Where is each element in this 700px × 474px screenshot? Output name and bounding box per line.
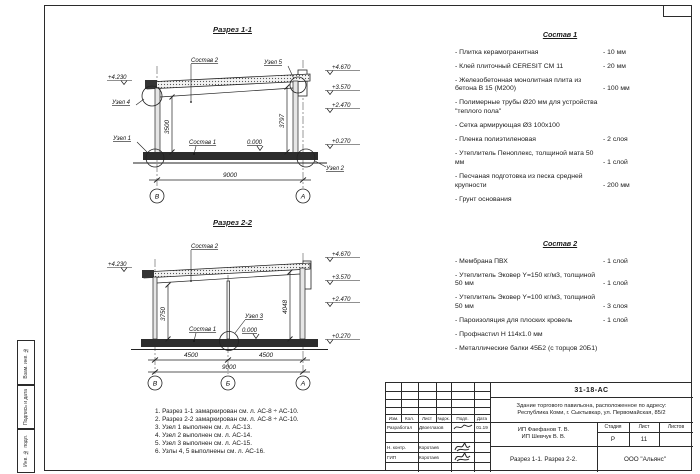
- leader-dot: [190, 101, 192, 103]
- list-item: [455, 150, 665, 167]
- wall-left: [155, 88, 160, 154]
- beam-underside: [160, 88, 293, 97]
- item-label: - Грунт основания: [455, 195, 512, 203]
- col-izm: Изм.: [388, 415, 399, 421]
- list-header: Лист: [638, 424, 650, 430]
- axis-letter: Б: [225, 380, 231, 388]
- leader-dot: [193, 153, 195, 155]
- stage-value: Р: [610, 435, 616, 443]
- elev-left: +4.230: [108, 262, 127, 268]
- item-label: - Плитка керамогранитная: [455, 48, 539, 56]
- wall-right: [300, 268, 305, 339]
- margin-cell-inv: [17, 428, 35, 473]
- label-uzel3: Узел 3: [245, 314, 264, 320]
- elevation-flag: [253, 334, 259, 339]
- label-sostav1: Состав 1: [189, 140, 217, 146]
- dim-3750: 3750: [160, 306, 167, 322]
- elevation-flag: [327, 91, 333, 95]
- item-label: - Сетка армирующая Ø3 100х100: [455, 122, 560, 130]
- list-item: [455, 258, 665, 267]
- list-item: [455, 345, 665, 354]
- elevation-flag: [257, 146, 263, 151]
- elev-r3: +2.470: [332, 103, 351, 109]
- col-podp: Подп.: [456, 415, 469, 421]
- elevation-flag: [327, 303, 333, 307]
- sostav1-title: Состав 1: [542, 30, 578, 39]
- date-value: 01.19: [476, 424, 488, 430]
- leader: [136, 99, 144, 105]
- item-value: - 10 мм: [603, 48, 626, 56]
- axis-letter: А: [300, 193, 306, 201]
- item-value: - 1 слой: [603, 158, 628, 166]
- item-label: - Железобетонная монолитная плита из бетона В 15 (М200): [455, 76, 582, 93]
- item-label: - Утеплитель Эковер Y=100 кг/м3, толщиной 50 мм: [455, 294, 596, 310]
- stage-header: Стадия: [604, 424, 622, 430]
- elevation-flag: [121, 268, 127, 272]
- dim-4500-right: 4500: [258, 352, 274, 359]
- label-zero: 0.000: [247, 140, 263, 146]
- roof-fascia: [142, 270, 154, 278]
- notes-list: [155, 408, 405, 456]
- item-label: - Утеплитель Пеноплекс, толщиной мата 50 мм: [455, 150, 594, 166]
- note-line: 1. Разрез 1-1 замаркирован см. л. АС-8 ÷ АС-10.: [155, 408, 299, 415]
- label-uzel4: Узел 4: [112, 100, 131, 106]
- label-uzel5: Узел 5: [264, 60, 283, 66]
- sostav1-list: [455, 31, 665, 210]
- project-line1: Здание торгового павильона, расположенное по адресу:: [516, 403, 667, 409]
- item-value: - 1 слой: [603, 280, 628, 288]
- list-item: [455, 331, 665, 340]
- note-line: 2. Разрез 2-2 замаркирован см. л. АС-8 ÷ АС-10.: [155, 416, 299, 423]
- floor-slab: [141, 339, 318, 347]
- dim-3797: 3797: [279, 113, 286, 129]
- col-list: Лист: [422, 415, 432, 421]
- item-label: - Профнастил Н 114х1.0 мм: [455, 331, 543, 339]
- list-item: [455, 122, 665, 131]
- dim-3500: 3500: [164, 119, 171, 135]
- item-value: - 20 мм: [603, 62, 626, 70]
- item-label: - Клей плиточный CERESIT CM 11: [455, 62, 564, 70]
- section1-drawing: [70, 20, 370, 215]
- elevation-flag: [327, 109, 333, 113]
- client-line2: ИП Шевчук В. В.: [521, 434, 566, 440]
- elev-r4: +0.270: [332, 139, 351, 145]
- label-sostav2: Состав 2: [191, 58, 219, 64]
- item-label: - Пароизоляция для плоских кровель: [455, 317, 573, 325]
- item-value: - 100 мм: [603, 85, 630, 93]
- signature: [452, 451, 474, 463]
- item-value: - 3 слоя: [603, 302, 628, 310]
- elev-r2: +3.570: [332, 85, 351, 91]
- item-label: - Пленка полиэтиленовая: [455, 136, 536, 144]
- elev-r1: +4.670: [332, 65, 351, 71]
- listov-header: Листов: [667, 424, 685, 430]
- label-sostav1: Состав 1: [189, 327, 217, 333]
- signature: [452, 422, 474, 432]
- axis-letter: А: [300, 380, 306, 388]
- sostav2-title: Состав 2: [542, 239, 578, 248]
- axis-letter: В: [152, 380, 158, 388]
- sheet-number: 11: [640, 435, 648, 443]
- item-label: - Полимерные трубы Ø20 мм для устройства "теплого пола": [455, 99, 598, 116]
- role-gip: ГИП: [387, 454, 397, 460]
- project-name: [492, 398, 691, 422]
- note-line: 4. Узел 2 выполнен см. л. АС-14.: [155, 432, 252, 439]
- corner-format-box: [663, 5, 692, 17]
- elevation-flag: [327, 258, 333, 262]
- list-item: [455, 317, 665, 326]
- item-value: - 1 слой: [603, 317, 628, 325]
- item-label: - Металлические балки 45Б2 (с торцов 20Б1): [455, 345, 598, 353]
- sheets-total: [659, 432, 693, 446]
- margin-label: Инв. № подл.: [23, 434, 29, 467]
- wall-left: [153, 277, 157, 339]
- margin-cell-podpis: [17, 384, 35, 430]
- doc-number: 31-18-АС: [574, 386, 609, 394]
- elev-r1: +4.670: [332, 252, 351, 258]
- column-middle: [227, 281, 230, 339]
- name-korotaev2: Коротаев: [419, 454, 439, 460]
- note-line: 6. Узлы 4, 5 выполнены см. л. АС-16.: [155, 448, 265, 455]
- name-korotaev: Коротаев: [419, 444, 439, 450]
- elev-left: +4.230: [108, 75, 127, 81]
- company-name: ООО "Альянс": [623, 455, 667, 463]
- label-uzel2: Узел 2: [326, 166, 345, 172]
- item-label: - Песчаная подготовка из песка средней крупности: [455, 173, 583, 189]
- elev-r4: +0.270: [332, 334, 351, 340]
- leader-dot: [193, 340, 195, 342]
- item-value: - 2 слоя: [603, 136, 628, 144]
- label-uzel1: Узел 1: [113, 136, 132, 142]
- list-item: [455, 49, 665, 58]
- section2-title: Разрез 2-2: [213, 218, 252, 227]
- elevation-flag: [121, 81, 127, 85]
- title-block: [385, 382, 692, 471]
- label-sostav2: Состав 2: [191, 244, 219, 250]
- section2-drawing: [70, 215, 370, 400]
- dim-9000: 9000: [222, 172, 238, 179]
- col-kol: Кол.: [404, 415, 415, 421]
- margin-cell-vzam: [17, 340, 35, 386]
- item-label: - Мембрана ПВХ: [455, 257, 508, 265]
- note-line: 5. Узел 3 выполнен см. л. АС-15.: [155, 440, 252, 447]
- margin-label: Подпись и дата: [23, 389, 29, 425]
- leader: [137, 142, 148, 153]
- elevation-flag: [327, 281, 333, 285]
- dim-9000: 9000: [221, 364, 237, 371]
- floor-slab: [143, 152, 318, 160]
- role-razrabotal: Разработал: [387, 424, 413, 430]
- list-item: [455, 196, 665, 205]
- col-data: Дата: [476, 415, 488, 421]
- list-item: [455, 136, 665, 145]
- margin-label: Взам. инв. №: [23, 347, 29, 379]
- item-value: - 200 мм: [603, 181, 630, 189]
- list-item: [455, 173, 665, 190]
- name-dvoeglazov: Двоеглазов: [419, 424, 444, 430]
- elev-r3: +2.470: [332, 297, 351, 303]
- elevation-flag: [327, 71, 333, 75]
- elevation-flag: [327, 145, 333, 149]
- note-line: 3. Узел 1 выполнен см. л. АС-13.: [155, 424, 252, 431]
- list-item: [455, 99, 665, 116]
- leader: [315, 161, 326, 167]
- col-ndok: №док.: [437, 415, 450, 421]
- section1-title: Разрез 1-1: [213, 25, 252, 34]
- roof-slab: [144, 263, 310, 278]
- sheet-title: Разрез 1-1. Разрез 2-2.: [509, 455, 578, 463]
- roof-slab: [147, 74, 310, 89]
- list-item: [455, 63, 665, 72]
- item-label: - Утеплитель Эковер Y=150 кг/м3, толщиной 50 мм: [455, 271, 596, 288]
- leader-dot: [190, 280, 192, 282]
- list-item: [455, 272, 665, 289]
- role-nkontr: Н. контр.: [387, 444, 406, 450]
- list-item: [455, 77, 665, 94]
- elev-r2: +3.570: [332, 275, 351, 281]
- label-zero: 0.000: [242, 328, 258, 334]
- list-item: [455, 294, 665, 311]
- sostav2-list: [455, 240, 665, 359]
- axis-letter: В: [154, 193, 160, 201]
- client-name: [490, 422, 597, 446]
- item-value: - 1 слой: [603, 257, 628, 265]
- client-line1: ИП Фаефанов Т. В.: [517, 426, 570, 433]
- dim-4048: 4048: [282, 299, 289, 315]
- dim-4500-left: 4500: [183, 352, 199, 359]
- project-line2: Республика Коми, г. Сыктывкар, ул. Первомайская, 85/2: [517, 410, 666, 416]
- elevation-flag: [327, 340, 333, 344]
